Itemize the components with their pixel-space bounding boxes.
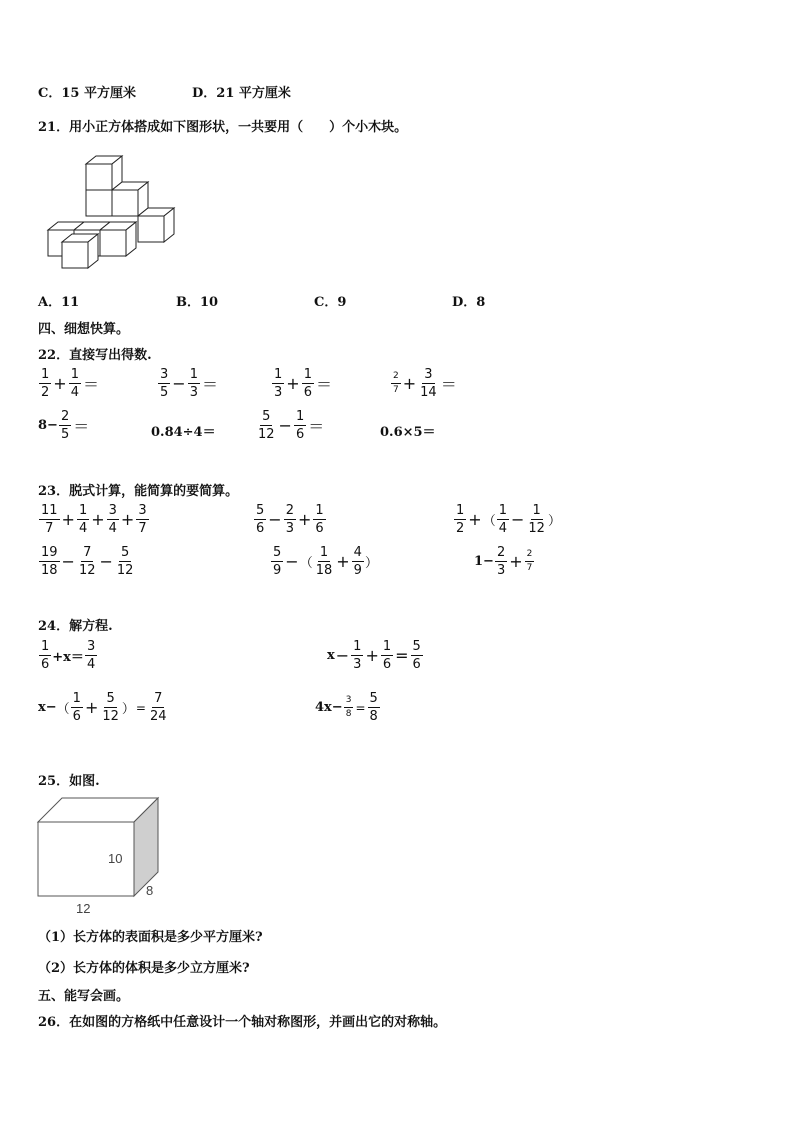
fraction: $\frac{1}{6}$ (315, 503, 324, 536)
q25-subquestion-2: （2）长方体的体积是多少立方厘米? (38, 961, 250, 976)
q23-expr-5: $\frac{5}{9}$ − （ $\frac{1}{18}$ + $\frac{4}{9}$ ） (273, 545, 378, 578)
fraction: $\frac{1}{18}$ (315, 545, 333, 578)
fraction: $\frac{4}{9}$ (353, 545, 362, 578)
operator: = (395, 646, 409, 665)
question-26-text: 26．在如图的方格纸中任意设计一个轴对称图形，并画出它的对称轴。 (38, 1015, 447, 1030)
q23-expr-2 (253, 504, 327, 535)
q22-expr-5: 8− $\frac{2}{5}$ ＝ (38, 409, 90, 442)
option-d-prev: D．21 平方厘米 (192, 86, 291, 101)
operator: ＝ (315, 375, 332, 394)
fraction: $\frac{1}{3}$ (189, 367, 198, 400)
fraction: $\frac{3}{4}$ (86, 639, 96, 672)
fraction: $\frac{5}{8}$ (369, 691, 378, 724)
fraction: $\frac{2}{3}$ (285, 503, 294, 536)
operator: + (53, 374, 67, 393)
q22-expr-6: 0.84÷4＝ (151, 425, 216, 440)
q21-option-b: B．10 (176, 295, 219, 310)
fraction: $\frac{3}{7}$ (138, 503, 147, 536)
operator: + (91, 510, 105, 529)
q21-option-d: D．8 (452, 295, 486, 310)
operator: − (61, 552, 75, 571)
fraction: $\frac{7}{12}$ (78, 545, 96, 578)
operator: ＝ (201, 375, 218, 394)
q22-expr-2 (157, 368, 219, 399)
fraction: $\frac{3}{4}$ (108, 503, 117, 536)
fraction: $\frac{1}{6}$ (72, 691, 81, 724)
fraction: $\frac{19}{18}$ (41, 545, 58, 578)
fraction: $\frac{3}{14}$ (420, 367, 437, 400)
operator: ＝ (440, 375, 457, 394)
fraction: $\frac{5}{12}$ (116, 545, 134, 578)
q23-expr-4 (38, 546, 136, 577)
operator: ＝ (82, 375, 99, 394)
fraction: $\frac{1}{6}$ (295, 409, 305, 442)
operator: + (286, 374, 300, 393)
question-24-text: 24．解方程. (38, 619, 113, 634)
q22-expr-8: 0.6×5＝ (380, 425, 436, 440)
fraction: $\frac{3}{8}$ (345, 695, 352, 719)
fraction: $\frac{1}{4}$ (498, 503, 507, 536)
fraction: $\frac{3}{5}$ (160, 367, 169, 400)
fraction: $\frac{7}{24}$ (149, 691, 167, 724)
operator: + (336, 552, 350, 571)
fraction: $\frac{5}{12}$ (102, 691, 119, 724)
operator: + (61, 510, 75, 529)
operator: + (509, 552, 523, 571)
section-4-heading: 四、细想快算。 (38, 322, 130, 337)
fraction: $\frac{1}{4}$ (78, 503, 88, 536)
operator: = (355, 700, 366, 715)
operator: + (365, 646, 379, 665)
question-21-text: 21．用小正方体搭成如下图形状，一共要用（ ）个小木块。 (38, 120, 408, 135)
option-c-prev: C．15 平方厘米 (38, 86, 136, 101)
fraction: $\frac{11}{7}$ (41, 503, 58, 536)
fraction: $\frac{2}{7}$ (526, 549, 533, 573)
fraction: $\frac{1}{2}$ (41, 367, 50, 400)
q23-expr-6: 1− $\frac{2}{3}$ + $\frac{2}{7}$ (474, 545, 533, 578)
dimension-width: 12 (76, 901, 91, 916)
fraction: $\frac{2}{3}$ (496, 545, 506, 578)
q21-option-a: A．11 (38, 295, 80, 310)
operator: − (335, 646, 350, 665)
operator: + (402, 374, 417, 393)
q22-expr-4 (390, 368, 458, 399)
operator: + (468, 510, 482, 529)
operator: − (99, 552, 113, 571)
question-23-text: 23．脱式计算，能简算的要简算。 (38, 484, 239, 499)
fraction: $\frac{5}{9}$ (273, 545, 282, 578)
operator: + (297, 510, 312, 529)
question-25-text: 25．如图. (38, 774, 100, 789)
q25-subquestion-1: （1）长方体的表面积是多少平方厘米? (38, 930, 263, 945)
fraction: $\frac{1}{3}$ (274, 367, 283, 400)
dimension-depth: 8 (146, 883, 154, 898)
fraction: $\frac{1}{3}$ (353, 639, 362, 672)
q23-expr-3: $\frac{1}{2}$ + （ $\frac{1}{4}$ − $\frac{1}{12}$ ） (456, 503, 561, 536)
q23-expr-1 (38, 504, 150, 535)
q22-expr-1 (38, 368, 100, 399)
q22-expr-3 (271, 368, 333, 399)
operator: ＝ (308, 417, 325, 436)
fraction: $\frac{1}{4}$ (70, 367, 79, 400)
question-22-text: 22．直接写出得数. (38, 348, 152, 363)
fraction: $\frac{2}{5}$ (60, 409, 70, 442)
cuboid-figure (36, 796, 166, 918)
q22-expr-7 (255, 410, 325, 441)
fraction: $\frac{1}{2}$ (456, 503, 465, 536)
fraction: $\frac{1}{6}$ (303, 367, 312, 400)
operator: + (84, 698, 99, 717)
operator: ＝ (73, 417, 90, 436)
operator: − (172, 374, 186, 393)
fraction: $\frac{5}{6}$ (412, 639, 421, 672)
operator: − (285, 552, 299, 571)
fraction: $\frac{1}{12}$ (528, 503, 545, 536)
operator: = (135, 700, 146, 715)
operator: − (268, 510, 282, 529)
fraction: $\frac{1}{6}$ (382, 639, 392, 672)
fraction: $\frac{5}{12}$ (258, 409, 275, 442)
q24-eq-3: x− （ $\frac{1}{6}$ + $\frac{5}{12}$ ） = $\frac{7}{24}$ (38, 691, 167, 724)
q24-eq-1: $\frac{1}{6}$ +x＝ $\frac{3}{4}$ (41, 639, 96, 672)
q21-option-c: C．9 (314, 295, 347, 310)
q24-eq-2: x − $\frac{1}{3}$ + $\frac{1}{6}$ = $\frac{5}{6}$ (327, 639, 421, 672)
fraction: $\frac{2}{7}$ (393, 371, 399, 395)
fraction: $\frac{1}{6}$ (41, 639, 50, 672)
operator: + (120, 510, 135, 529)
dimension-height: 10 (108, 851, 123, 866)
q24-eq-4: 4x− $\frac{3}{8}$ = $\frac{5}{8}$ (315, 691, 378, 724)
fraction: $\frac{5}{6}$ (256, 503, 265, 536)
section-5-heading: 五、能写会画。 (38, 989, 130, 1004)
operator: − (278, 416, 292, 435)
operator: − (510, 510, 525, 529)
cube-stack-figure (40, 152, 190, 274)
